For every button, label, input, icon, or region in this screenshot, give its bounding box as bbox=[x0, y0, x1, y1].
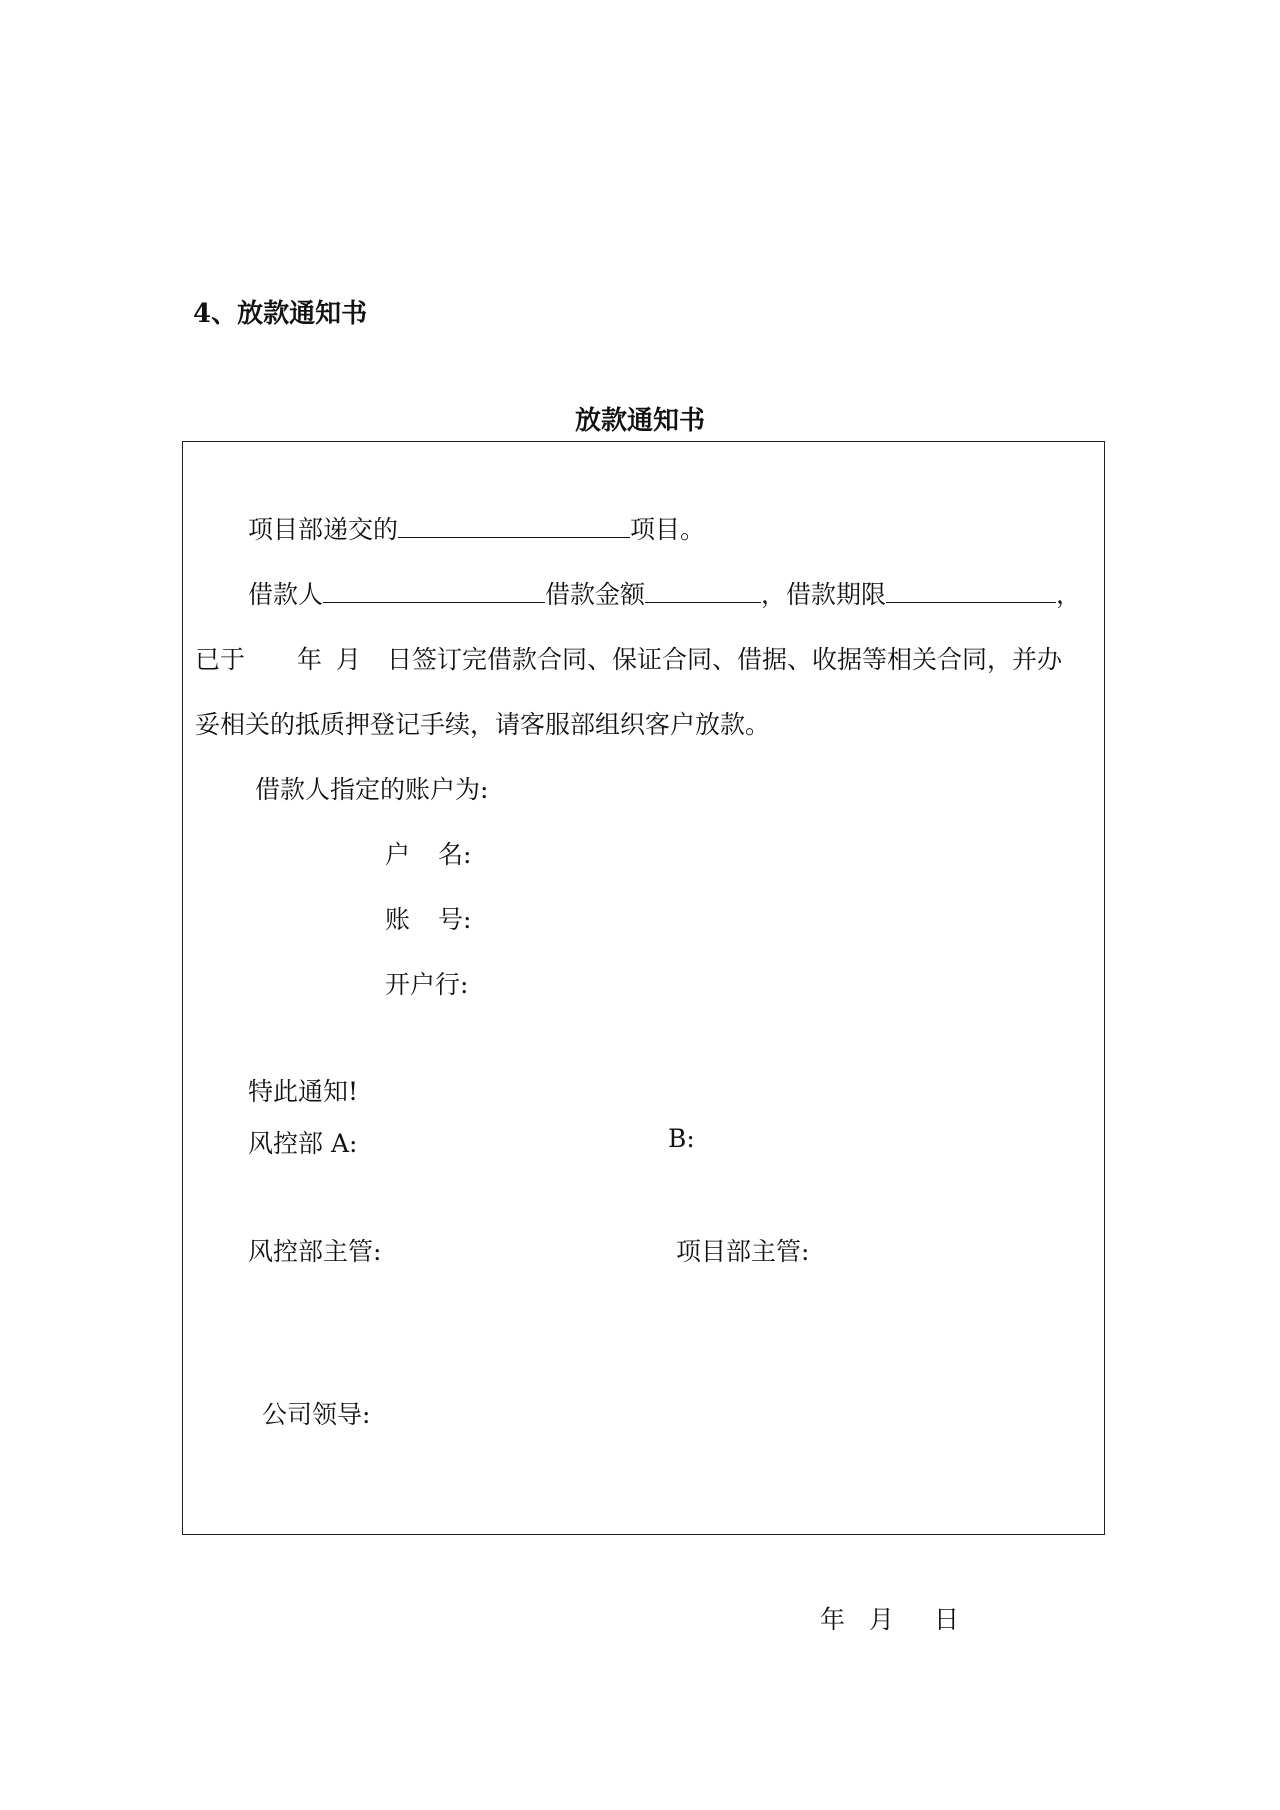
amount-blank[interactable] bbox=[645, 580, 761, 603]
footer-month: 月 bbox=[869, 1605, 895, 1634]
project-supervisor-label: 项目部主管: bbox=[676, 1237, 810, 1266]
loan-line bbox=[248, 575, 1081, 611]
borrower-label: 借款人 bbox=[248, 580, 324, 609]
project-line bbox=[248, 510, 705, 546]
account-intro: 借款人指定的账户为: bbox=[255, 775, 489, 804]
signed-line bbox=[195, 640, 1062, 676]
signed-prefix: 已于 bbox=[195, 645, 246, 674]
signed-year: 年 bbox=[297, 645, 323, 674]
mortgage-line: 妥相关的抵质押登记手续，请客服部组织客户放款。 bbox=[195, 710, 771, 739]
account-name-label-b: 名: bbox=[438, 840, 472, 869]
term-blank[interactable] bbox=[886, 580, 1056, 603]
risk-dept-a-label: 风控部 A: bbox=[248, 1129, 358, 1158]
risk-dept-b-label: B: bbox=[668, 1124, 695, 1153]
notice-end: 特此通知! bbox=[248, 1077, 359, 1106]
footer-year: 年 bbox=[820, 1605, 846, 1634]
signed-rest: 日签订完借款合同、保证合同、借据、收据等相关合同，并办 bbox=[387, 645, 1063, 674]
project-name-blank[interactable] bbox=[398, 515, 630, 538]
account-number-label bbox=[385, 900, 471, 936]
borrower-blank[interactable] bbox=[323, 580, 545, 603]
account-name-label bbox=[385, 835, 471, 871]
risk-supervisor-label: 风控部主管: bbox=[248, 1237, 382, 1266]
signed-month: 月 bbox=[336, 645, 362, 674]
project-prefix: 项目部递交的 bbox=[248, 515, 399, 544]
account-name-label-a: 户 bbox=[385, 840, 411, 869]
term-end-punct: ， bbox=[1056, 580, 1082, 609]
footer-day: 日 bbox=[934, 1605, 960, 1634]
account-number-label-b: 号: bbox=[438, 905, 472, 934]
account-number-label-a: 账 bbox=[385, 905, 411, 934]
bank-label: 开户行: bbox=[385, 970, 469, 999]
term-label: ，借款期限 bbox=[761, 580, 887, 609]
section-heading: 4、放款通知书 bbox=[193, 299, 368, 329]
company-leader-label: 公司领导: bbox=[262, 1400, 371, 1429]
notice-title: 放款通知书 bbox=[574, 406, 705, 436]
amount-label: 借款金额 bbox=[545, 580, 646, 609]
project-suffix: 项目。 bbox=[630, 515, 706, 544]
footer-date bbox=[820, 1600, 959, 1636]
